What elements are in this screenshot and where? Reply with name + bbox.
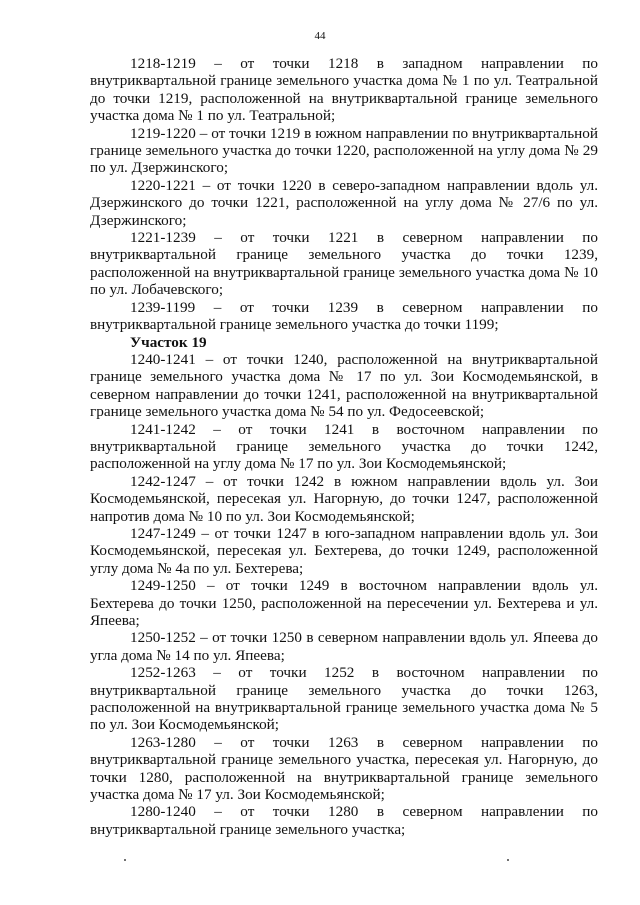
section-heading: Участок 19 [130,333,207,351]
document-body [90,55,598,838]
boundary-segment-1218-1219: 1218-1219 – от точки 1218 в западном направлении по внутриквартальной границе земельного участка дома № 1 по ул. Театральной до точки 1219, расположенной на внутриквартальной границе земельного участка дома № 1 по ул. Театральной; [90,55,598,125]
scan-speck-left [124,859,126,861]
boundary-segment-1242-1247: 1242-1247 – от точки 1242 в южном направлении вдоль ул. Зои Космодемьянской, пересекая ул. Нагорную, до точки 1247, расположенной напротив дома № 10 по ул. Зои Космодемьянской; [90,472,598,525]
boundary-segment-1239-1199: 1239-1199 – от точки 1239 в северном направлении по внутриквартальной границе земельного участка до точки 1199; [90,298,598,334]
boundary-segment-1240-1241: 1240-1241 – от точки 1240, расположенной на внутриквартальной границе земельного участка дома № 17 по ул. Зои Космодемьянской, в северном направлении до точки 1241, расположенной на внутриквартальной границе земельного участка дома № 54 по ул. Федосеевской; [90,350,598,421]
boundary-segment-1249-1250: 1249-1250 – от точки 1249 в восточном направлении вдоль ул. Бехтерева до точки 1250, расположенной на пересечении ул. Бехтерева и ул. Япеева; [90,577,598,629]
boundary-segment-1280-1240: 1280-1240 – от точки 1280 в северном направлении по внутриквартальной границе земельного участка; [90,803,598,838]
scan-speck-right [507,859,509,861]
boundary-segment-1241-1242: 1241-1242 – от точки 1241 в восточном направлении по внутриквартальной границе земельного участка до точки 1242, расположенной на углу дома № 17 по ул. Зои Космодемьянской; [90,420,598,473]
boundary-segment-1221-1239: 1221-1239 – от точки 1221 в северном направлении по внутриквартальной границе земельного участка до точки 1239, расположенной на внутриквартальной границе земельного участка дома № 10 по ул. Лобачевского; [90,229,598,299]
boundary-segment-1250-1252: 1250-1252 – от точки 1250 в северном направлении вдоль ул. Япеева до угла дома № 14 по ул. Япеева; [90,629,598,664]
page-number: 44 [314,30,326,42]
boundary-segment-1252-1263: 1252-1263 – от точки 1252 в восточном направлении по внутриквартальной границе земельного участка до точки 1263, расположенной на внутриквартальной границе земельного участка дома № 5 по ул. Зои Космодемьянской; [90,664,598,734]
boundary-segment-1263-1280: 1263-1280 – от точки 1263 в северном направлении по внутриквартальной границе земельного участка, пересекая ул. Нагорную, до точки 1280, расположенной на внутриквартальной границе земельного участка дома № 17 ул. Зои Космодемьянской; [90,733,598,804]
boundary-segment-1219-1220: 1219-1220 – от точки 1219 в южном направлении по внутриквартальной границе земельного участка до точки 1220, расположенной на углу дома № 29 по ул. Дзержинского; [90,124,598,177]
boundary-segment-1247-1249: 1247-1249 – от точки 1247 в юго-западном направлении вдоль ул. Зои Космодемьянской, пересекая ул. Бехтерева, до точки 1249, расположенной углу дома № 4а по ул. Бехтерева; [90,524,598,577]
boundary-segment-1220-1221: 1220-1221 – от точки 1220 в северо-западном направлении вдоль ул. Дзержинского до точки 1221, расположенной на углу дома № 27/6 по ул. Дзержинского; [90,176,598,229]
